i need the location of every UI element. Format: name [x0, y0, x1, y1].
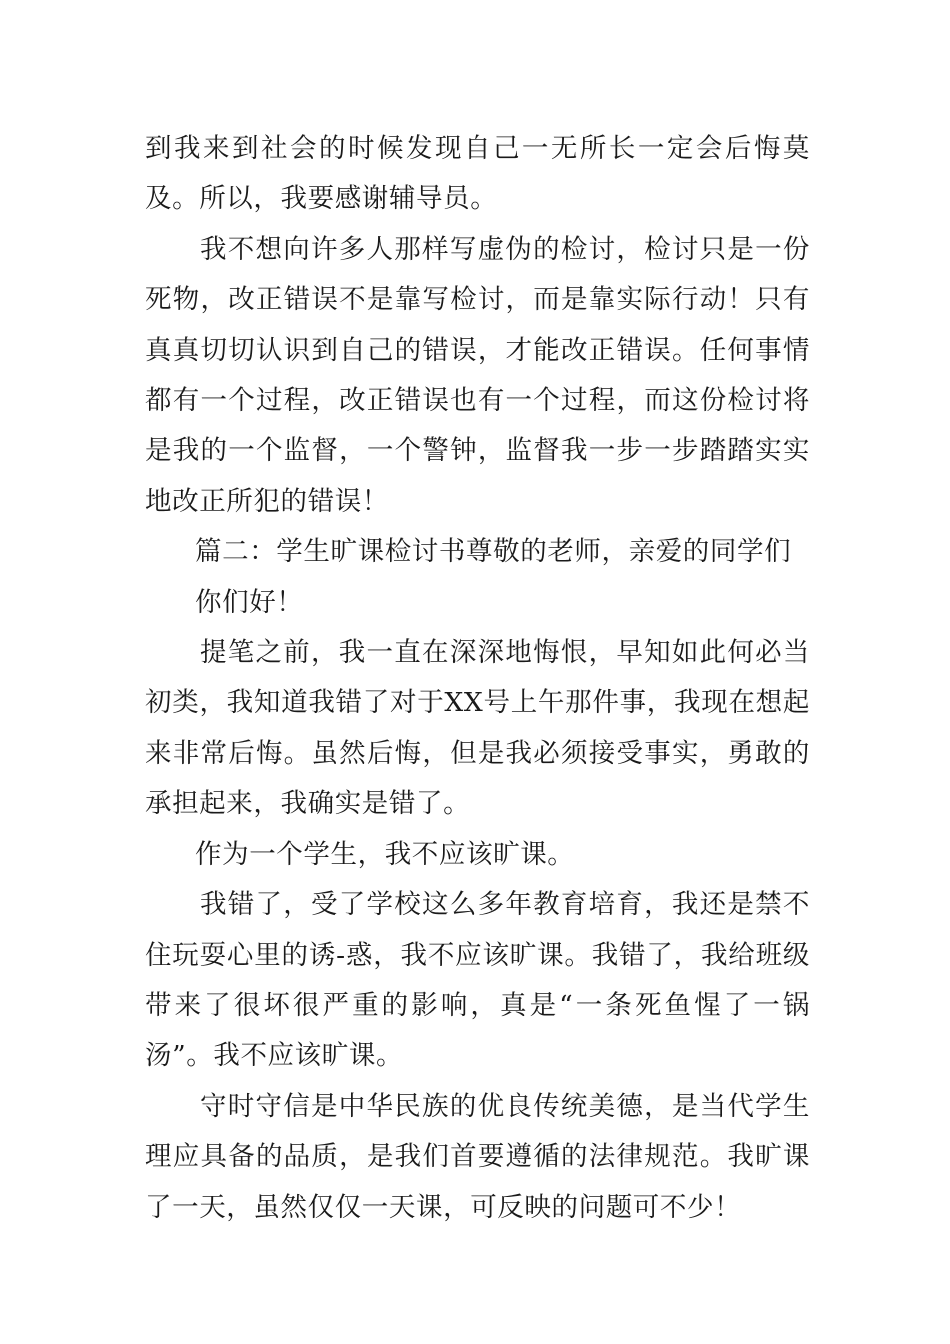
document-body [145, 124, 810, 1233]
paragraph-admission: 我错了，受了学校这么多年教育培育，我还是禁不住玩耍心里的诱-惑，我不应该旷课。我错了，我给班级带来了很坏很严重的影响，真是“一条死鱼惺了一锅汤”。我不应该旷课。 [145, 889, 810, 1072]
paragraph-regret: 提笔之前，我一直在深深地悔恨，早知如此何必当初类，我知道我错了对于XX号上午那件事，我现在想起来非常后悔。虽然后悔，但是我必须接受事实，勇敢的承担起来，我确实是错了。 [145, 637, 810, 820]
paragraph-continuation: 到我来到社会的时候发现自己一无所长一定会后悔莫及。所以，我要感谢辅导员。 [145, 133, 810, 215]
section-heading: 篇二：学生旷课检讨书尊敬的老师，亲爱的同学们 [195, 536, 792, 568]
paragraph-student-duty: 作为一个学生，我不应该旷课。 [195, 838, 575, 870]
greeting: 你们好！ [195, 586, 304, 618]
paragraph-reflection: 我不想向许多人那样写虚伪的检讨，检讨只是一份死物，改正错误不是靠写检讨，而是靠实际行动！只有真真切切认识到自己的错误，才能改正错误。任何事情都有一个过程，改正错误也有一个过程，而这份检讨将是我的一个监督，一个警钟，监督我一步一步踏踏实实地改正所犯的错误！ [145, 233, 810, 517]
paragraph-virtue: 守时守信是中华民族的优良传统美德，是当代学生理应具备的品质，是我们首要遵循的法律规范。我旷课了一天，虽然仅仅一天课，可反映的问题可不少！ [145, 1090, 810, 1223]
